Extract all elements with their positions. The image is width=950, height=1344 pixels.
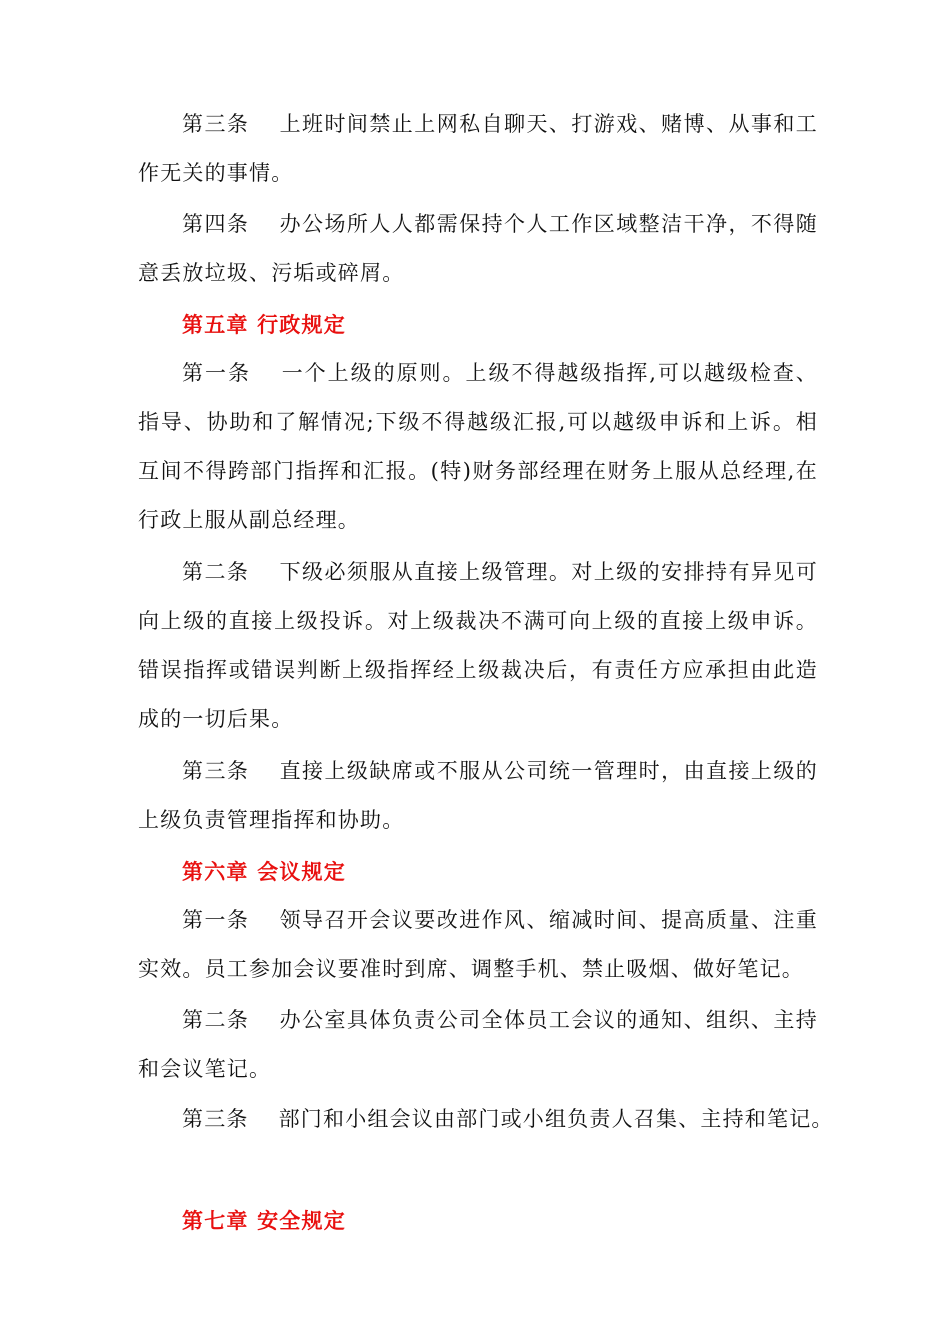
article-text: 下级必须服从直接上级管理。对上级的安排持有异见可向上级的直接上级投诉。对上级裁决不满可向上级的直接上级申诉。错误指挥或错误判断上级指挥经上级裁决后，有责任方应承担由此造成的一切后果。 — [138, 560, 818, 731]
chapter-heading: 第七章 安全规定 — [182, 1208, 346, 1233]
article-text: 直接上级缺席或不服从公司统一管理时，由直接上级的上级负责管理指挥和协助。 — [138, 759, 818, 832]
article-paragraph — [138, 349, 818, 545]
article-number: 第四条 — [182, 212, 250, 236]
article-paragraph — [138, 200, 818, 298]
article-text: 一个上级的原则。上级不得越级指挥,可以越级检查、指导、协助和了解情况;下级不得越级汇报,可以越级申诉和上诉。相互间不得跨部门指挥和汇报。(特)财务部经理在财务上服从总经理,在行政上服从副总经理。 — [138, 361, 818, 532]
article-paragraph — [138, 548, 818, 744]
chapter-heading: 第六章 会议规定 — [182, 859, 346, 884]
article-text: 部门和小组会议由部门或小组负责人召集、主持和笔记。 — [278, 1107, 834, 1131]
article-number: 第三条 — [182, 1107, 249, 1131]
article-paragraph — [138, 996, 818, 1094]
article-number: 第一条 — [182, 908, 250, 932]
article-number: 第三条 — [182, 112, 250, 136]
article-text: 领导召开会议要改进作风、缩减时间、提高质量、注重实效。员工参加会议要准时到席、调整手机、禁止吸烟、做好笔记。 — [138, 908, 818, 981]
article-paragraph — [138, 1095, 838, 1144]
chapter-heading: 第五章 行政规定 — [182, 312, 346, 337]
article-text: 办公室具体负责公司全体员工会议的通知、组织、主持和会议笔记。 — [138, 1008, 818, 1081]
article-text: 上班时间禁止上网私自聊天、打游戏、赌博、从事和工作无关的事情。 — [138, 112, 818, 185]
article-paragraph — [138, 747, 818, 845]
article-number: 第三条 — [182, 759, 250, 783]
article-paragraph — [138, 100, 818, 198]
article-number: 第二条 — [182, 1008, 250, 1032]
article-paragraph — [138, 896, 818, 994]
article-number: 第一条 — [182, 361, 251, 385]
article-number: 第二条 — [182, 560, 250, 584]
article-text: 办公场所人人都需保持个人工作区域整洁干净，不得随意丢放垃圾、污垢或碎屑。 — [138, 212, 818, 285]
